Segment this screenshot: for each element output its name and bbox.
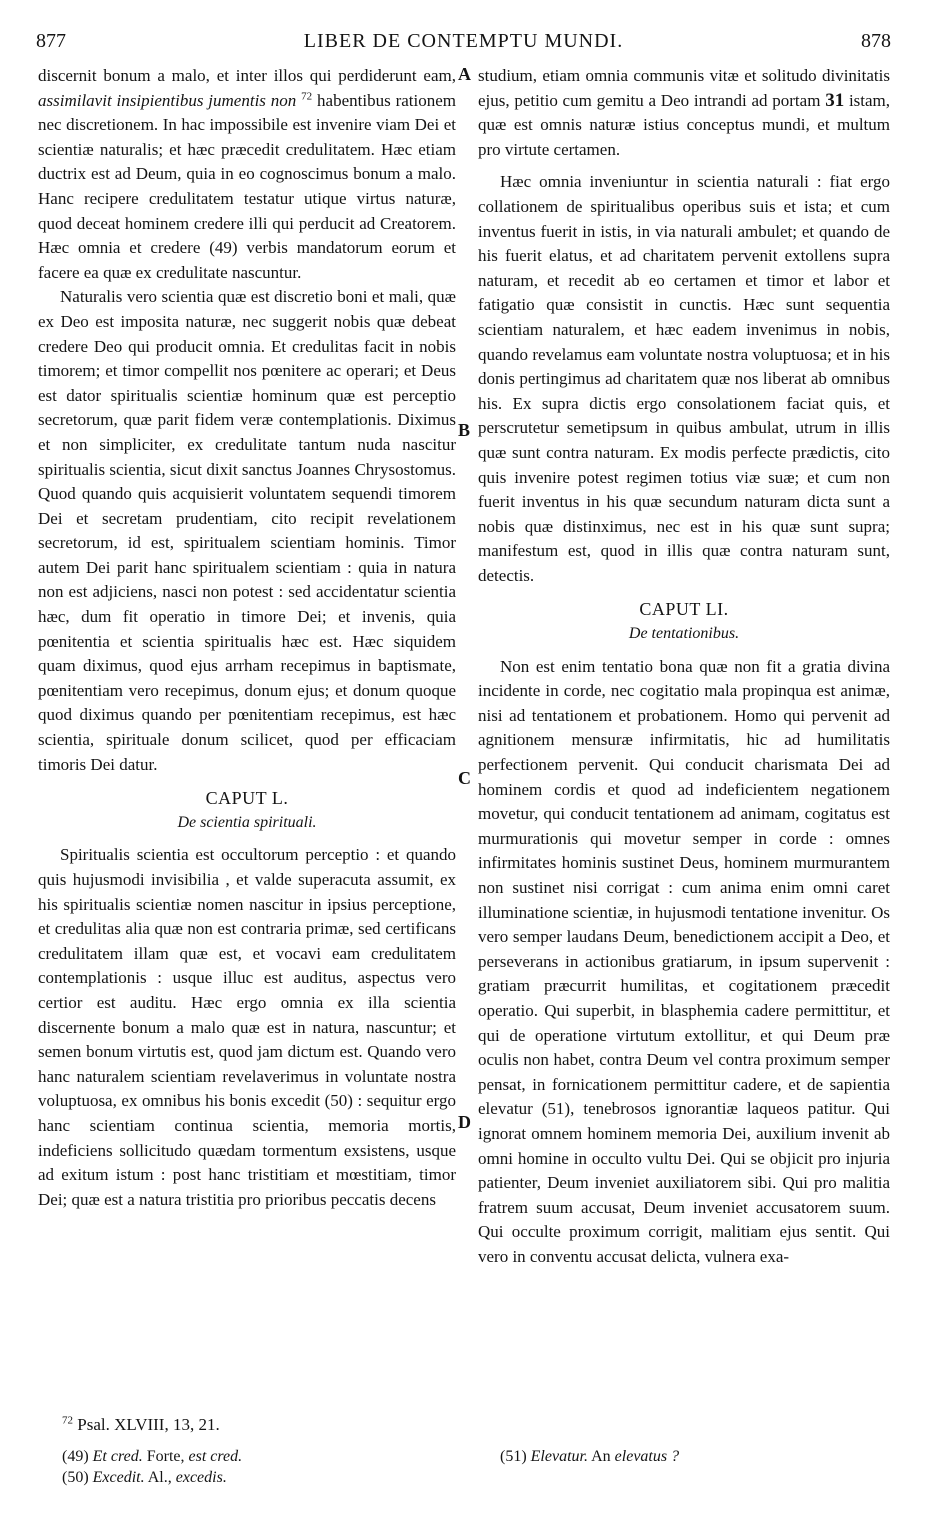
footnote-number: (50) (62, 1469, 89, 1486)
footnote-reading: elevatus ? (614, 1448, 680, 1465)
right-column (478, 64, 890, 1270)
column-marker-b: B (458, 420, 471, 440)
footnote-text: Al., (147, 1469, 172, 1486)
chapter-subtitle: De tentationibus. (628, 625, 740, 643)
text-run: studium, etiam omnia communis vitæ et solitudo divinitatis ejus, petitio cum gemitu a Deo intrandi ad portam (478, 66, 890, 110)
running-header (36, 30, 891, 64)
page-number-right: 878 (861, 30, 891, 52)
footnotes-left (62, 1446, 242, 1488)
footnote-ref: 72 (62, 1414, 73, 1427)
footnote-49 (62, 1446, 242, 1467)
column-marker-c: C (458, 768, 471, 788)
footnote-lemma: Elevatur. (530, 1448, 588, 1465)
column-marker-d: D (458, 1112, 471, 1132)
scripture-quote: assimilavit insipientibus jumentis non (38, 90, 297, 110)
footnote-text: Forte, (146, 1448, 185, 1465)
paragraph: Hæc omnia inveniuntur in scientia naturali : fiat ergo collationem de spiritualibus operibus suis et ista; et cum inventus fuerit in istis, in via naturali ambulet; et quando de his fuerit elatus, et ad charitatem pervenit extollens supra naturam, et recedit ab eo certamen et timor et labor et fatigatio quæ consistit in cunctis. Hæc sunt sequentia scientiam naturalem, et hæc eadem invenimus in nobis, quando revelamus eam voluntate nostra voluptuosa; et in his donis pertingimus ad charitatem quæ nos liberat ab omnibus his. Ex supra dictis ergo consolationem faciat quis, et perscrutetur semetipsum in quibus ambulat, utrum in illis quæ sunt contra naturam. Ex modis perfecte prædictis, cito quis invenire potest regimen totius viæ suæ; et cum non fuerit inventus in his quæ secundum naturam dicta sunt a nobis quæ distinximus, nec est in his quæ sunt supra; manifestum est, quod in illis quæ contra naturam sunt, detectis. (478, 172, 890, 585)
chapter-subtitle: De scientia spirituali. (177, 813, 317, 831)
text-run: habentibus rationem nec discretionem. In hac impossibile est invenire viam Dei et scientiæ naturalis; et hæc præcedit credulitatem. Hæc etiam ductrix est ad Deum, quia in eo cognoscimus bonum a malo. Hanc recipere credulitatem testatur utique virtus naturæ, quod deceat hominem credere illi qui perducit ad Creatorem. Hæc omnia et credere (49) verbis mandatorum eorum et facere ea quæ ex credulitate nascuntur. (38, 90, 456, 282)
footnote-reading: excedis. (175, 1469, 227, 1486)
column-number: 31 (825, 89, 845, 111)
footnote-51 (500, 1446, 679, 1467)
chapter-heading: CAPUT L. (205, 788, 289, 809)
footnotes-right (500, 1446, 679, 1467)
paragraph: Non est enim tentatio bona quæ non fit a gratia divina incidente in corde, nec cogitatio mala propinqua est animæ, nisi ad tentationem et probationem. Homo qui pervenit ad agnitionem mensuræ infirmitatis, hic ad humilitatis perfectionem pervenit. Qui conducit charismata Dei ad hominem cordis et quod ad indeficientem negationem movetur, qui conducit tentationem ad animam, cogitatus est murmurationis qui movetur semper in corde : omnes infirmitates hominis sustinet Deus, hominem murmurantem non sustinet nisi corrigat : cum anima enim omni caret illuminatione scientiæ, in hujusmodi tentatione invenitur. Os vero semper laudans Deum, benedictionem accipit a Deo, et perseverans in actionibus gratiarum, in ipsum supervenit : gratiam præcurrit humilitas, et cogitationem præcedit operatio. Qui superbit, in blasphemia cadere permittitur, et qui de operatione virtutum extollitur, et qui Deum præ oculis non habet, contra Deum vel contra proximum semper pensat, in fornicationem permittitur cadere, et de sapientia elevatur (51), tenebrosos ignorantiæ laqueos patitur. Qui ignorat omnem hominem memoria Dei, auxilium invenit ab omni homine in occulto vultu Dei. Qui se objicit pro injuria patienter, Deum inveniet auxiliatorem sibi. Qui pro malitia fratrem suum accusat, Deum inveniet accusatorem suum. Qui occulte proximum corrigit, malitiam ejus sentit. Qui vero in conventu accusat delicta, vulnera exa- (478, 656, 890, 1266)
paragraph: Naturalis vero scientia quæ est discretio boni et mali, quæ ex Deo est imposita naturæ, nec suggerit nobis quæ debeat credere Deo qui producit omnia. Et credulitas facit in nobis timorem; et timor compellit nos pœnitere ac operari; et Deus est dator spiritualis scientiæ hominum quæ est perceptio secretorum, quæ parit fidem veræ contemplationis. Diximus et non simpliciter, ex credulitate tantum nuda nascitur spiritualis scientia, sicut dixit sanctus Joannes Chrysostomus. Quod quando quis acquisierit voluntatem sequendi timorem Dei et secretam prudentiam, cito recipit revelationem secretorum, id est, spiritualem scientiam hominis. Timor autem Dei parit hanc spiritualem scientiam : quia in natura non est adjiciens, nasci non potest : sed accidentatur scientia hæc, dum fit operatio in timore Dei; et invenis, quia pœnitentia et scientia spiritualis hæc est. Hæc siquidem quam diximus, quod ejus arrham recepimus in baptismate, pœnitentiam vero recepimus, donum ejus; et donum quoque quod diximus quando per pœnitentiam recepimus, est hæc scientia, spirituale donum scilicet, quod per efficaciam timoris Dei datur. (38, 287, 456, 774)
paragraph: Spiritualis scientia est occultorum perceptio : et quando quis hujusmodi invisibilia , et valde superacuta assumit, ex his spiritualis scientiæ nomen nascitur in ipsius perceptione, et credulitas alia quæ non est contraria primæ, sed certificans credulitatem illam quæ est, et vocavi eam credulitatem contemplationis : usque illuc est auditus, aspectus vero certior est auditu. Hæc ergo omnia ex illa scientia discernente bonum a malo quæ est in natura, nascuntur; et semen bonum virtutis est, quod jam dictum est. Quando vero hanc naturalem scientiam revelaverimus in voluntate nostra voluptuosa, ex omnibus his bonis excedit (50) : sequitur ergo hanc scientiam continua scientia, memoria mortis, indeficiens sollicitudo quædam tormentum exsistens, usque ad exitum istum : post hanc tristitiam et mœstitiam, timor Dei; quæ est a natura tristitia pro prioribus peccatis decens (38, 845, 456, 1209)
footnote-number: (49) (62, 1448, 89, 1465)
left-column (38, 64, 456, 1212)
footnote-text: An (591, 1448, 611, 1465)
running-title: LIBER DE CONTEMPTU MUNDI. (303, 30, 624, 52)
scripture-footnote (62, 1415, 220, 1435)
footnote-ref: 72 (301, 89, 313, 102)
footnote-number: (51) (500, 1448, 527, 1465)
text-run: istam, quæ est omnis naturæ istius conceptus mundi, et multum pro virtute certamen. (478, 90, 891, 159)
text-run: discernit bonum a malo, et inter illos qui perdiderunt eam, (38, 66, 456, 85)
page-number-left: 877 (36, 30, 66, 52)
footnote-lemma: Et cred. (92, 1448, 143, 1465)
chapter-heading: CAPUT LI. (639, 599, 729, 620)
paragraph (38, 64, 456, 285)
footnote-text: Psal. XLVIII, 13, 21. (77, 1415, 220, 1434)
column-marker-a: A (458, 64, 471, 84)
footnote-50 (62, 1467, 242, 1488)
paragraph (478, 64, 890, 162)
footnote-reading: est cred. (188, 1448, 243, 1465)
footnote-lemma: Excedit. (92, 1469, 145, 1486)
